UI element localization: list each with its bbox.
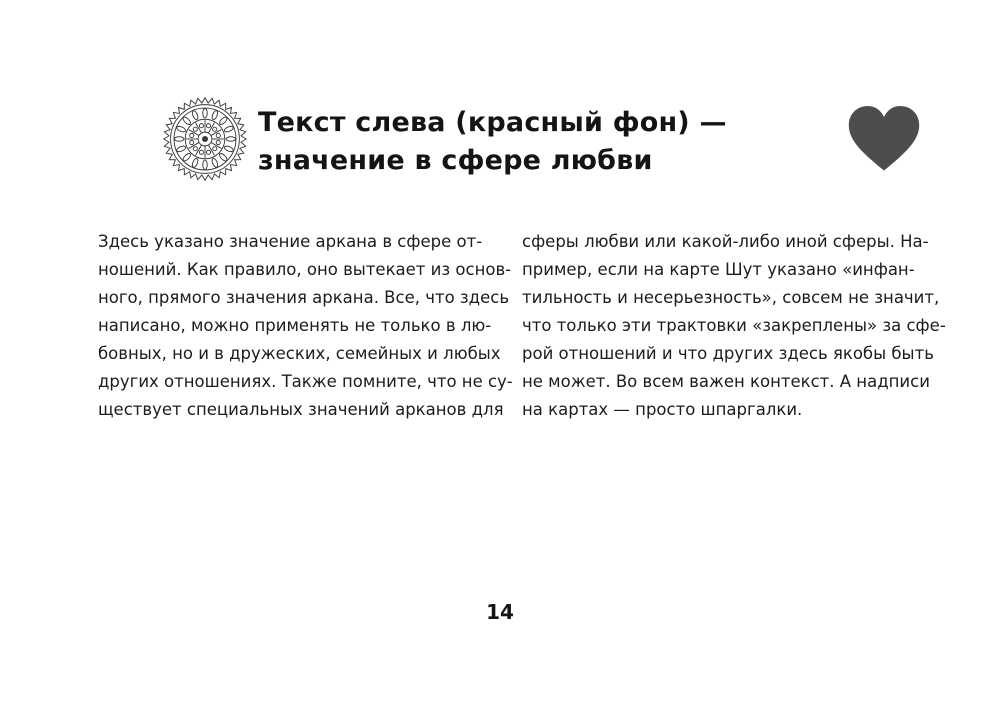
paragraph-line: на картах — просто шпаргалки.: [522, 400, 803, 419]
section-title-line-2: значение в сфере любви: [258, 145, 653, 176]
text-column-left: [98, 228, 513, 424]
paragraph-line: рой отношений и что других здесь якобы быть: [522, 344, 934, 363]
paragraph-line: Здесь указано значение аркана в сфере от-: [98, 232, 483, 251]
paragraph-line: ношений. Как правило, оно вытекает из основ-: [98, 260, 512, 279]
section-title: [258, 104, 727, 180]
paragraph-line: тильность и несерьезность», совсем не значит,: [522, 288, 940, 307]
paragraph-line: написано, можно применять не только в лю-: [98, 316, 492, 335]
mandala-icon: [162, 96, 248, 182]
paragraph-line: ществует специальных значений арканов для: [98, 400, 504, 419]
paragraph-line: не может. Во всем важен контекст. А надписи: [522, 372, 930, 391]
text-column-right: [522, 228, 946, 424]
section-title-line-1: Текст слева (красный фон) —: [258, 107, 727, 138]
paragraph-line: ного, прямого значения аркана. Все, что здесь: [98, 288, 510, 307]
paragraph-line: сферы любви или какой-либо иной сферы. На-: [522, 232, 929, 251]
paragraph-line: что только эти трактовки «закреплены» за сфе-: [522, 316, 946, 335]
paragraph-line: пример, если на карте Шут указано «инфан-: [522, 260, 915, 279]
heart-icon: [846, 106, 922, 172]
paragraph-line: других отношениях. Также помните, что не су-: [98, 372, 513, 391]
page-number: 14: [486, 600, 514, 624]
paragraph-line: бовных, но и в дружеских, семейных и любых: [98, 344, 501, 363]
